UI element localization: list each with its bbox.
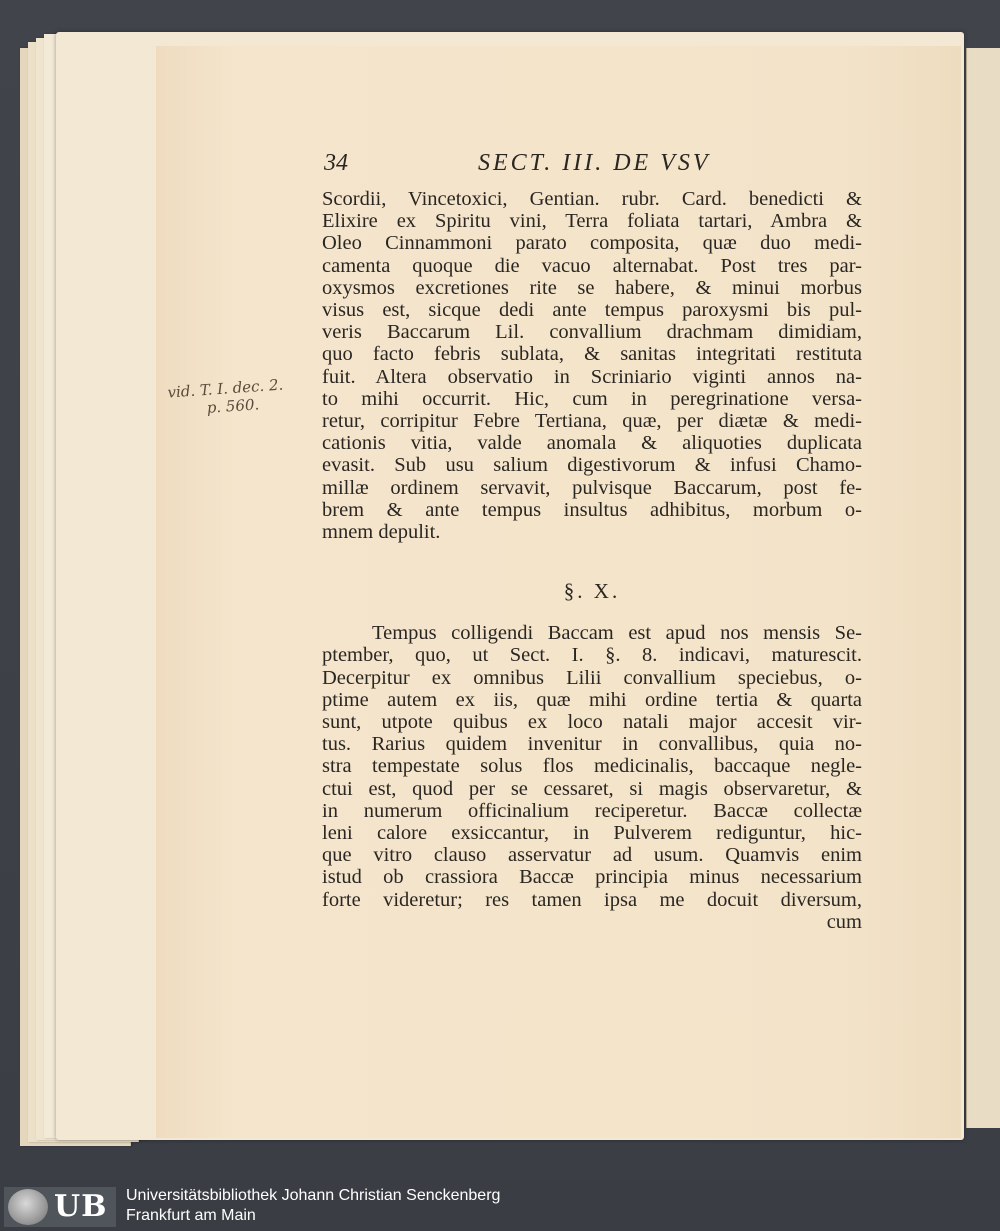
library-name-line: Universitätsbibliothek Johann Christian Senckenberg bbox=[126, 1187, 501, 1204]
text-block bbox=[322, 150, 862, 933]
library-name bbox=[126, 1186, 500, 1226]
text-line: ptember, quo, ut Sect. I. §. 8. indicavi, maturescit. bbox=[322, 644, 862, 667]
section-title: §. X. bbox=[563, 579, 621, 604]
text-line: sunt, utpote quibus ex loco natali major accesit vir- bbox=[322, 711, 862, 734]
text-line: fuit. Altera observatio in Scriniario viginti annos na- bbox=[322, 365, 862, 388]
library-footer bbox=[0, 1182, 1000, 1231]
page-number: 34 bbox=[324, 150, 348, 176]
text-line: oxysmos excretiones rite se habere, & minui morbus bbox=[322, 276, 862, 299]
ub-logo[interactable] bbox=[4, 1187, 116, 1227]
running-head: SECT. III. DE VSV bbox=[478, 150, 711, 176]
text-line: mnem depulit. bbox=[322, 521, 441, 544]
text-line: Elixire ex Spiritu vini, Terra foliata tartari, Ambra & bbox=[322, 210, 862, 233]
marginalia-line: vid. T. I. dec. 2. bbox=[166, 375, 284, 402]
text-line: tus. Rarius quidem invenitur in convallibus, quia no- bbox=[322, 733, 862, 756]
facing-page-edge bbox=[966, 48, 1000, 1128]
catchword: cum bbox=[826, 910, 862, 933]
text-line: evasit. Sub usu salium digestivorum & infusi Chamo- bbox=[322, 454, 862, 477]
text-line: in numerum officinalium reciperetur. Baccæ collectæ bbox=[322, 799, 862, 822]
library-name-line: Frankfurt am Main bbox=[126, 1207, 256, 1224]
text-line: stra tempestate solus flos medicinalis, baccaque negle- bbox=[322, 755, 862, 778]
text-line: Scordii, Vincetoxici, Gentian. rubr. Card. benedicti & bbox=[322, 188, 862, 210]
portrait-logo-icon bbox=[8, 1189, 48, 1225]
text-line: millæ ordinem servavit, pulvisque Baccarum, post fe- bbox=[322, 476, 862, 499]
text-line: ctui est, quod per se cessaret, si magis observaretur, & bbox=[322, 777, 862, 800]
text-line: Oleo Cinnammoni parato composita, quæ duo medi- bbox=[322, 232, 862, 255]
text-line: istud ob crassiora Baccæ principia minus necessarium bbox=[322, 866, 862, 889]
text-line: veris Baccarum Lil. convallium drachmam dimidiam, bbox=[322, 321, 862, 344]
text-line: Tempus colligendi Baccam est apud nos mensis Se- bbox=[372, 622, 862, 645]
paragraph bbox=[322, 188, 862, 543]
logo-text: UB bbox=[54, 1189, 108, 1224]
text-line: brem & ante tempus insultus adhibitus, morbum o- bbox=[322, 498, 862, 521]
page-header bbox=[322, 150, 862, 184]
text-line: ptime autem ex iis, quæ mihi ordine tertia & quarta bbox=[322, 688, 862, 711]
marginalia-line: p. 560. bbox=[206, 395, 260, 417]
text-line: Decerpitur ex omnibus Lilii convallium speciebus, o- bbox=[322, 666, 862, 689]
text-line: quo facto febris sublata, & sanitas integritati restituta bbox=[322, 343, 862, 366]
text-line: leni calore exsiccantur, in Pulverem rediguntur, hic- bbox=[322, 822, 862, 845]
text-line: visus est, sicque dedi ante tempus paroxysmi bis pul- bbox=[322, 299, 862, 322]
text-line: to mihi occurrit. Hic, cum in peregrinatione versa- bbox=[322, 387, 862, 410]
text-line: cationis vitia, valde anomala & aliquoties duplicata bbox=[322, 432, 862, 455]
text-line: que vitro clauso asservatur ad usum. Quamvis enim bbox=[322, 844, 862, 867]
text-line: retur, corripitur Febre Tertiana, quæ, per diætæ & medi- bbox=[322, 410, 862, 433]
paragraph bbox=[322, 622, 862, 933]
text-line: camenta quoque die vacuo alternabat. Post tres par- bbox=[322, 254, 862, 277]
text-line: forte videretur; res tamen ipsa me docuit diversum, bbox=[322, 888, 862, 911]
